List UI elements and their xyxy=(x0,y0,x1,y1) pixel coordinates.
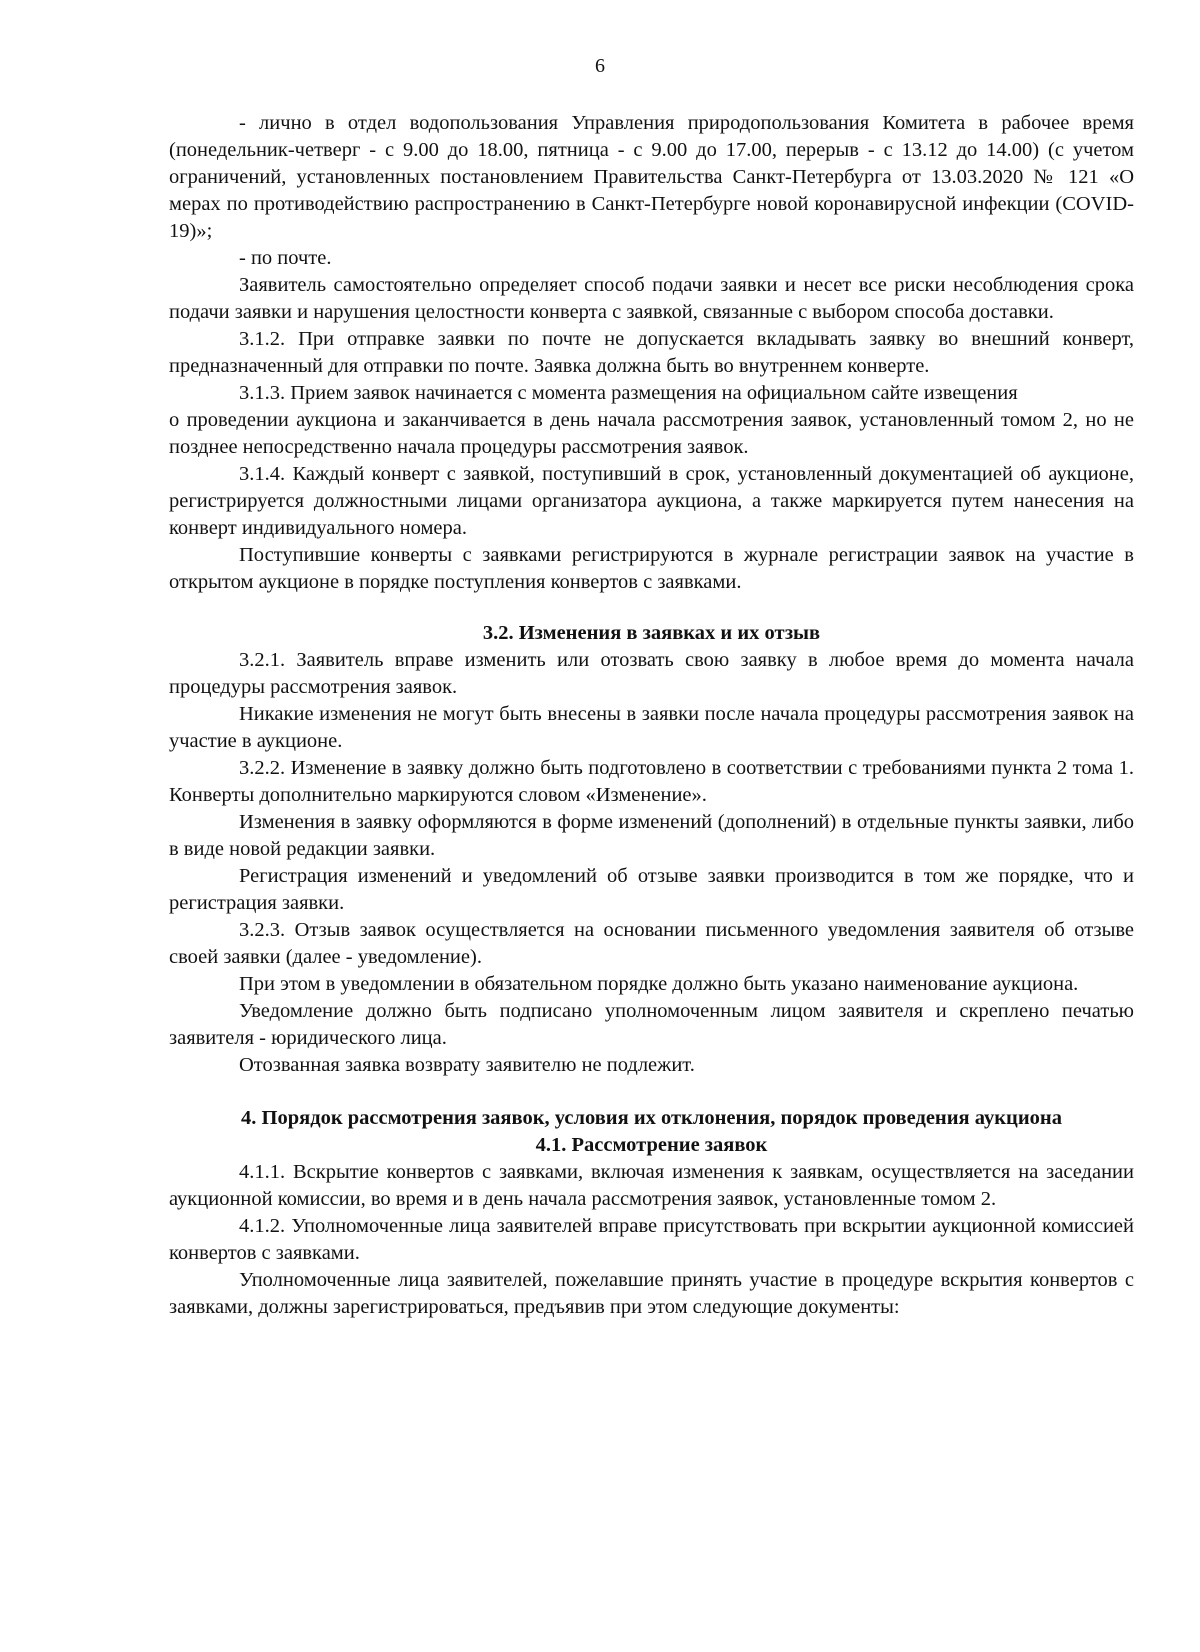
paragraph-3-1-4: 3.1.4. Каждый конверт с заявкой, поступивший в срок, установленный документацией об аукционе, регистрируется должностными лицами организатора аукциона, а также маркируется путем нанесения на конверт индивидуального номера. xyxy=(169,463,1134,539)
paragraph-no-changes-after-start: Никакие изменения не могут быть внесены в заявки после начала процедуры рассмотрения заявок на участие в аукционе. xyxy=(169,703,1134,752)
paragraph-withdrawn-not-returned: Отозванная заявка возврату заявителю не подлежит. xyxy=(239,1054,695,1076)
paragraph-3-2-1: 3.2.1. Заявитель вправе изменить или отозвать свою заявку в любое время до момента начала процедуры рассмотрения заявок. xyxy=(169,649,1134,698)
paragraph-3-1-2: 3.1.2. При отправке заявки по почте не допускается вкладывать заявку во внешний конверт, предназначенный для отправки по почте. Заявка должна быть во внутреннем конверте. xyxy=(169,328,1134,377)
paragraph-applicant-risks: Заявитель самостоятельно определяет способ подачи заявки и несет все риски несоблюдения срока подачи заявки и нарушения целостности конверта с заявкой, связанные с выбором способа доставки. xyxy=(169,274,1134,323)
paragraph-3-1-3: 3.1.3. Прием заявок начинается с момента размещения на официальном сайте извещения xyxy=(239,382,1018,404)
page-number: 6 xyxy=(595,55,605,77)
paragraph-registration-documents: Уполномоченные лица заявителей, пожелавшие принять участие в процедуре вскрытия конвертов с заявками, должны зарегистрироваться, предъявив при этом следующие документы: xyxy=(169,1269,1134,1318)
paragraph-changes-registration: Регистрация изменений и уведомлений об отзыве заявки производится в том же порядке, что и регистрация заявки. xyxy=(169,865,1134,914)
paragraph-notice-content: При этом в уведомлении в обязательном порядке должно быть указано наименование аукциона. xyxy=(239,973,1079,995)
heading-4: 4. Порядок рассмотрения заявок, условия их отклонения, порядок проведения аукциона xyxy=(241,1107,1062,1129)
paragraph-4-1-1: 4.1.1. Вскрытие конвертов с заявками, включая изменения к заявкам, осуществляется на заседании аукционной комиссии, во время и в день начала рассмотрения заявок, установленные томом 2. xyxy=(169,1161,1134,1210)
paragraph-submission-in-person: - лично в отдел водопользования Управления природопользования Комитета в рабочее время (понедельник-четверг - с 9.00 до 18.00, пятница - с 9.00 до 17.00, перерыв - с 13.12 до 14.00) (с учетом ограничений, установленных постановлением Правительства Санкт-Петербурга от 13.03.2020 № 121 «О мерах по противодействию распространению в Санкт-Петербурге новой коронавирусной инфекции (COVID-19)»; xyxy=(169,112,1134,242)
paragraph-changes-form: Изменения в заявку оформляются в форме изменений (дополнений) в отдельные пункты заявки, либо в виде новой редакции заявки. xyxy=(169,811,1134,860)
paragraph-3-1-3-continued: о проведении аукциона и заканчивается в день начала рассмотрения заявок, установленный томом 2, но не позднее непосредственно начала процедуры рассмотрения заявок. xyxy=(169,409,1134,458)
paragraph-submission-by-mail: - по почте. xyxy=(239,247,332,269)
paragraph-4-1-2: 4.1.2. Уполномоченные лица заявителей вправе присутствовать при вскрытии аукционной комиссией конвертов с заявками. xyxy=(169,1215,1134,1264)
paragraph-notice-signature: Уведомление должно быть подписано уполномоченным лицом заявителя и скреплено печатью заявителя - юридического лица. xyxy=(169,1000,1134,1049)
document-body xyxy=(169,110,1134,1321)
paragraph-3-2-2: 3.2.2. Изменение в заявку должно быть подготовлено в соответствии с требованиями пункта 2 тома 1. Конверты дополнительно маркируются словом «Изменение». xyxy=(169,757,1134,806)
heading-4-1: 4.1. Рассмотрение заявок xyxy=(535,1134,768,1156)
heading-3-2: 3.2. Изменения в заявках и их отзыв xyxy=(482,622,821,644)
paragraph-envelope-registration: Поступившие конверты с заявками регистрируются в журнале регистрации заявок на участие в открытом аукционе в порядке поступления конвертов с заявками. xyxy=(169,544,1134,593)
paragraph-3-2-3: 3.2.3. Отзыв заявок осуществляется на основании письменного уведомления заявителя об отзыве своей заявки (далее - уведомление). xyxy=(169,919,1134,968)
